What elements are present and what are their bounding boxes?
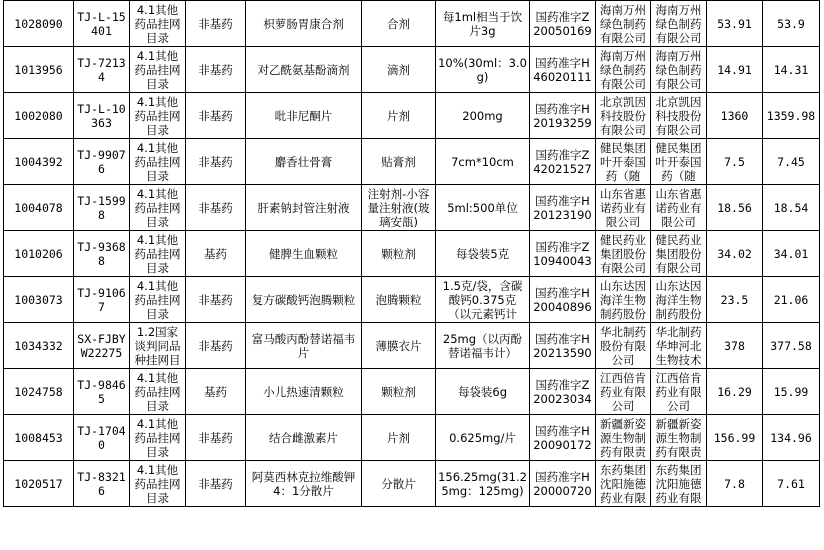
drug-name-cell: 麝香壮骨膏	[246, 139, 362, 185]
approval-number-cell: 国药准字Z20023034	[530, 369, 596, 415]
price-2-cell: 377.58	[763, 323, 820, 369]
type-cell: 非基药	[186, 93, 246, 139]
supplier-cell: 华北制药华坤河北生物技术	[651, 323, 707, 369]
price-1-cell: 156.99	[707, 415, 763, 461]
price-1-cell: 18.56	[707, 185, 763, 231]
drug-name-cell: 富马酸丙酚替诺福韦片	[246, 323, 362, 369]
table-row	[4, 323, 820, 369]
price-2-cell: 53.9	[763, 1, 820, 47]
table-row	[4, 231, 820, 277]
drug-id-cell: 1020517	[4, 461, 74, 507]
spec-cell: 25mg（以丙酚替诺福韦计）	[436, 323, 530, 369]
spec-cell: 每1ml相当于饮片3g	[436, 1, 530, 47]
approval-number-cell: 国药准字H20213590	[530, 323, 596, 369]
manufacturer-cell: 健民药业集团股份有限公司	[596, 231, 651, 277]
category-cell: 4.1其他药品挂网目录	[130, 47, 186, 93]
type-cell: 非基药	[186, 185, 246, 231]
type-cell: 非基药	[186, 47, 246, 93]
dosage-form-cell: 滴剂	[362, 47, 436, 93]
approval-number-cell: 国药准字Z20050169	[530, 1, 596, 47]
table-row	[4, 139, 820, 185]
price-2-cell: 7.45	[763, 139, 820, 185]
drug-name-cell: 小儿热速清颗粒	[246, 369, 362, 415]
category-cell: 4.1其他药品挂网目录	[130, 231, 186, 277]
manufacturer-cell: 海南万州绿色制药有限公司	[596, 1, 651, 47]
drug-id-cell: 1024758	[4, 369, 74, 415]
spec-cell: 156.25mg(31.25mg：125mg)	[436, 461, 530, 507]
price-2-cell: 14.31	[763, 47, 820, 93]
type-cell: 非基药	[186, 323, 246, 369]
manufacturer-cell: 山东达因海洋生物制药股份	[596, 277, 651, 323]
drug-name-cell: 肝素钠封管注射液	[246, 185, 362, 231]
drug-name-cell: 阿莫西林克拉维酸钾4：1分散片	[246, 461, 362, 507]
table-row	[4, 277, 820, 323]
supplier-cell: 海南万州绿色制药有限公司	[651, 1, 707, 47]
dosage-form-cell: 片剂	[362, 415, 436, 461]
code-cell: TJ-72134	[74, 47, 130, 93]
supplier-cell: 东药集团沈阳施德药业有限	[651, 461, 707, 507]
approval-number-cell: 国药准字H46020111	[530, 47, 596, 93]
category-cell: 4.1其他药品挂网目录	[130, 415, 186, 461]
type-cell: 非基药	[186, 277, 246, 323]
price-1-cell: 7.8	[707, 461, 763, 507]
category-cell: 4.1其他药品挂网目录	[130, 185, 186, 231]
code-cell: TJ-83216	[74, 461, 130, 507]
code-cell: TJ-93688	[74, 231, 130, 277]
drug-name-cell: 复方碳酸钙泡腾颗粒	[246, 277, 362, 323]
manufacturer-cell: 华北制药股份有限公司	[596, 323, 651, 369]
supplier-cell: 健民药业集团股份有限公司	[651, 231, 707, 277]
drug-id-cell: 1002080	[4, 93, 74, 139]
drug-name-cell: 对乙酰氨基酚滴剂	[246, 47, 362, 93]
type-cell: 基药	[186, 231, 246, 277]
category-cell: 4.1其他药品挂网目录	[130, 461, 186, 507]
supplier-cell: 海南万州绿色制药有限公司	[651, 47, 707, 93]
supplier-cell: 北京凯因科技股份有限公司	[651, 93, 707, 139]
type-cell: 非基药	[186, 1, 246, 47]
drug-id-cell: 1008453	[4, 415, 74, 461]
type-cell: 非基药	[186, 415, 246, 461]
drug-name-cell: 结合雌激素片	[246, 415, 362, 461]
price-1-cell: 16.29	[707, 369, 763, 415]
dosage-form-cell: 泡腾颗粒	[362, 277, 436, 323]
table-row	[4, 1, 820, 47]
table-row	[4, 185, 820, 231]
price-1-cell: 23.5	[707, 277, 763, 323]
price-2-cell: 1359.98	[763, 93, 820, 139]
approval-number-cell: 国药准字H20193259	[530, 93, 596, 139]
spec-cell: 每袋装6g	[436, 369, 530, 415]
spec-cell: 0.625mg/片	[436, 415, 530, 461]
manufacturer-cell: 北京凯因科技股份有限公司	[596, 93, 651, 139]
spec-cell: 每袋装5克	[436, 231, 530, 277]
manufacturer-cell: 江西倍肯药业有限公司	[596, 369, 651, 415]
price-2-cell: 34.01	[763, 231, 820, 277]
price-2-cell: 21.06	[763, 277, 820, 323]
code-cell: TJ-15998	[74, 185, 130, 231]
table-row	[4, 47, 820, 93]
drug-price-table	[3, 0, 820, 507]
approval-number-cell: 国药准字H20090172	[530, 415, 596, 461]
dosage-form-cell: 颗粒剂	[362, 369, 436, 415]
manufacturer-cell: 山东省惠诺药业有限公司	[596, 185, 651, 231]
table-row	[4, 93, 820, 139]
price-1-cell: 53.91	[707, 1, 763, 47]
type-cell: 基药	[186, 369, 246, 415]
price-1-cell: 1360	[707, 93, 763, 139]
drug-name-cell: 健脾生血颗粒	[246, 231, 362, 277]
category-cell: 4.1其他药品挂网目录	[130, 277, 186, 323]
code-cell: TJ-98465	[74, 369, 130, 415]
approval-number-cell: 国药准字Z42021527	[530, 139, 596, 185]
drug-id-cell: 1010206	[4, 231, 74, 277]
approval-number-cell: 国药准字H20123190	[530, 185, 596, 231]
price-2-cell: 134.96	[763, 415, 820, 461]
approval-number-cell: 国药准字Z10940043	[530, 231, 596, 277]
code-cell: TJ-L-15401	[74, 1, 130, 47]
price-1-cell: 378	[707, 323, 763, 369]
supplier-cell: 江西倍肯药业有限公司	[651, 369, 707, 415]
manufacturer-cell: 健民集团叶开泰国药（随	[596, 139, 651, 185]
category-cell: 4.1其他药品挂网目录	[130, 1, 186, 47]
supplier-cell: 新疆新姿源生物制药有限责	[651, 415, 707, 461]
category-cell: 1.2国家谈判同品种挂网目	[130, 323, 186, 369]
dosage-form-cell: 颗粒剂	[362, 231, 436, 277]
category-cell: 4.1其他药品挂网目录	[130, 93, 186, 139]
code-cell: SX-FJBYW22275	[74, 323, 130, 369]
table-row	[4, 369, 820, 415]
manufacturer-cell: 新疆新姿源生物制药有限责	[596, 415, 651, 461]
spec-cell: 7cm*10cm	[436, 139, 530, 185]
supplier-cell: 健民集团叶开泰国药（随	[651, 139, 707, 185]
code-cell: TJ-91067	[74, 277, 130, 323]
type-cell: 非基药	[186, 139, 246, 185]
drug-id-cell: 1028090	[4, 1, 74, 47]
price-2-cell: 7.61	[763, 461, 820, 507]
manufacturer-cell: 海南万州绿色制药有限公司	[596, 47, 651, 93]
code-cell: TJ-99076	[74, 139, 130, 185]
code-cell: TJ-17040	[74, 415, 130, 461]
spec-cell: 1.5克/袋，含碳酸钙0.375克（以元素钙计	[436, 277, 530, 323]
spec-cell: 200mg	[436, 93, 530, 139]
dosage-form-cell: 贴膏剂	[362, 139, 436, 185]
category-cell: 4.1其他药品挂网目录	[130, 369, 186, 415]
drug-id-cell: 1004392	[4, 139, 74, 185]
dosage-form-cell: 分散片	[362, 461, 436, 507]
dosage-form-cell: 合剂	[362, 1, 436, 47]
approval-number-cell: 国药准字H20040896	[530, 277, 596, 323]
drug-name-cell: 枳萝肠胃康合剂	[246, 1, 362, 47]
drug-id-cell: 1004078	[4, 185, 74, 231]
drug-name-cell: 吡非尼酮片	[246, 93, 362, 139]
manufacturer-cell: 东药集团沈阳施德药业有限	[596, 461, 651, 507]
price-1-cell: 14.91	[707, 47, 763, 93]
spec-cell: 10%(30ml：3.0g)	[436, 47, 530, 93]
price-2-cell: 15.99	[763, 369, 820, 415]
price-1-cell: 7.5	[707, 139, 763, 185]
price-1-cell: 34.02	[707, 231, 763, 277]
code-cell: TJ-L-10363	[74, 93, 130, 139]
type-cell: 非基药	[186, 461, 246, 507]
approval-number-cell: 国药准字H20000720	[530, 461, 596, 507]
price-2-cell: 18.54	[763, 185, 820, 231]
table-row	[4, 461, 820, 507]
dosage-form-cell: 薄膜衣片	[362, 323, 436, 369]
dosage-form-cell: 片剂	[362, 93, 436, 139]
drug-id-cell: 1034332	[4, 323, 74, 369]
spec-cell: 5ml:500单位	[436, 185, 530, 231]
drug-id-cell: 1003073	[4, 277, 74, 323]
table-body	[4, 1, 820, 507]
drug-id-cell: 1013956	[4, 47, 74, 93]
table-row	[4, 415, 820, 461]
dosage-form-cell: 注射剂-小容量注射液(玻璃安瓿)	[362, 185, 436, 231]
supplier-cell: 山东省惠诺药业有限公司	[651, 185, 707, 231]
supplier-cell: 山东达因海洋生物制药股份	[651, 277, 707, 323]
category-cell: 4.1其他药品挂网目录	[130, 139, 186, 185]
